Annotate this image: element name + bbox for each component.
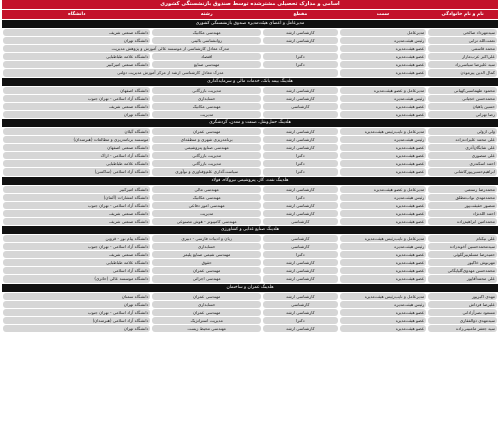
table-row [2,111,498,118]
cell-degree: کارشناسی ارشد [263,144,338,151]
cell-name: ولی اژولی [428,128,497,135]
cell-position: عضو هیئت‌مدیره [340,160,427,167]
cell-degree: کارشناسی ارشد [263,186,338,193]
cell-field: مهندسی شیمی صنایع پلیمر [152,251,261,258]
cell-name: منصور حقیقت‌پور [428,202,497,209]
cell-position: عضو هیئت‌مدیره [340,267,427,274]
section-heading: هلدینگ نفت، گاز، پتروشیمی نیروگاه، فولاد [2,177,498,185]
cell-field: مهندسی مکانیک [152,103,261,110]
cell-field: مدیریت [152,210,261,217]
cell-position: عضو هیئت‌مدیره [340,309,427,316]
sheet-title: اسامی و مدارک تحصیلی مشترشده توسط صندوق بازنشستگی کشوری [2,0,498,9]
cell-university: دانشگاه صنعتی شریف [3,210,150,217]
cell-degree: کارشناسی [263,243,338,250]
cell-degree: کارشناسی ارشد [263,267,338,274]
cell-university: دانشگاه علامه طباطبایی [3,160,150,167]
header-degree: مقطع [293,12,308,17]
section-heading: هلدینگ بیمه بانک، خدمات مالی و سرمایه‌گذاری [2,78,498,86]
cell-degree: کارشناسی ارشد [263,259,338,266]
cell-name: رضا تهرانی [428,111,497,118]
cell-name: علی نیکنام [428,235,497,242]
cell-field: مهندسی صنایع [152,61,261,68]
cell-university: دانشگاه آزاد اسلامی - تهران جنوب [3,95,150,102]
cell-degree: کارشناسی ارشد [263,309,338,316]
cell-name: علی‌اکبر عرب‌مازار [428,53,497,60]
cell-field: مهندسی کامپیوتر - هوش مصنوعی [152,218,261,225]
cell-field: مهندسی صنایع پتروشیمی [152,144,261,151]
cell-university: دانشگاه آزاد اسلامی (هنرمندان) [3,317,150,324]
cell-position: عضو هیئت‌مدیره [340,69,427,76]
cell-position: رئیس هیئت‌مدیره [340,95,427,102]
cell-field: سیاست‌گذاری علم‌وفناوری و نوآوری [152,168,261,175]
cell-name: محمد قاسمی [428,45,497,52]
cell-field: مهندسی محیط زیست [152,325,261,332]
cell-position: عضو هیئت‌مدیره [340,251,427,258]
cell-field: مدیریت استراتژیک [152,317,261,324]
cell-position: عضو هیئت‌مدیره [340,103,427,110]
cell-name: علی محمد علیزاده‌زاده [428,136,497,143]
cell-degree: دکترا [263,317,338,324]
cell-degree: دکترا [263,168,338,175]
cell-name: سیدمهرداد صالحی [428,29,497,36]
cell-university: دانشگاه آزاد اسلامی - تهران جنوب [3,243,150,250]
section-heading: مدیرعامل و اعضای هیئت‌مدیره صندوق بازنشستگی کشوری [2,20,498,28]
table-row [2,210,498,217]
cell-position: مدیرعامل و عضو هیئت‌مدیره [340,87,427,94]
cell-position: عضو هیئت‌مدیره [340,210,427,217]
column-header-row [2,10,498,19]
header-university: دانشگاه [67,12,86,17]
cell-name: محمدرضا رستمی [428,186,497,193]
cell-university: دانشگاه تهران [3,111,150,118]
table-row [2,317,498,324]
table-row [2,309,498,316]
cell-name: محمدامین ابراهیم‌زاده [428,218,497,225]
cell-position: عضو هیئت‌مدیره [340,45,427,52]
cell-degree: دکترا [263,61,338,68]
cell-university: دانشگاه صنعتی اصفهان [3,144,150,151]
table-row [2,301,498,308]
cell-name: سیدمهدی ذوالفقاری [428,317,497,324]
cell-field: مهندسی امور دفاعی [152,202,261,209]
table-row [2,194,498,201]
cell-position: عضو هیئت‌مدیره [340,144,427,151]
cell-degree: دکترا [263,53,338,60]
cell-degree: کارشناسی ارشد [263,29,338,36]
cell-degree: کارشناسی [263,218,338,225]
cell-field: مهندسی عمران [152,293,261,300]
cell-university: دانشگاه صنعتی شریف [3,218,150,225]
table-row [2,87,498,94]
cell-position: رئیس هیئت‌مدیره [340,301,427,308]
cell-field: مهندسی مکانیک [152,194,261,201]
cell-position: مدیرعامل و نایب‌رئیس هیئت‌مدیره [340,235,427,242]
cell-position: رئیس هیئت‌مدیره [340,136,427,143]
table-body [2,20,498,332]
table-row [2,160,498,167]
cell-degree: دکترا [263,160,338,167]
cell-field: حسابداری [152,243,261,250]
cell-degree: کارشناسی ارشد [263,325,338,332]
cell-name: محمدمهدی نواب‌مطلق [428,194,497,201]
cell-name: علی محمدآقاپور [428,275,497,282]
cell-university: دانشگاه آزاد اسلامی - تهران جنوب [3,309,150,316]
cell-degree: کارشناسی ارشد [263,95,338,102]
cell-university: دانشگاه صنعتی امیرکبیر [3,61,150,68]
table-row [2,144,498,151]
cell-field: مدیریت بازرگانی [152,87,261,94]
cell-position: رئیس هیئت‌مدیره [340,243,427,250]
cell-position: عضو هیئت‌مدیره [340,152,427,159]
cell-field: مهندسی عمران [152,267,261,274]
cell-field: مدیریت بازرگانی [152,152,261,159]
cell-name: ابراهیم‌حسین‌پور‌کاشانی [428,168,497,175]
cell-field: مهندسی عمران [152,309,261,316]
table-row [2,53,498,60]
table-row [2,61,498,68]
table-row [2,152,498,159]
cell-position: عضو هیئت‌مدیره [340,202,427,209]
cell-position: رئیس هیئت‌مدیره [340,194,427,201]
cell-university: دانشگاه علامه طباطبایی [3,259,150,266]
table-row [2,186,498,193]
cell-name: حمیدرضا مسلم‌بیرگلوئی [428,251,497,258]
cell-university: دانشگاه صنعتی شریف [3,251,150,258]
table-row [2,325,498,332]
table-row [2,69,498,76]
cell-field: زبان و ادبیات فارسی - دبیری [152,235,261,242]
cell-degree: کارشناسی ارشد [263,136,338,143]
cell-university: دانشگاه سمنان [3,293,150,300]
section-heading: هلدینگ صنایع غذایی و کشاورزی [2,226,498,234]
cell-position: مدیرعامل [340,29,427,36]
cell-university: دانشگاه تهران [3,301,150,308]
cell-position: عضو هیئت‌مدیره [340,111,427,118]
cell-degree: کارشناسی [263,235,338,242]
table-row [2,218,498,225]
cell-name: علیرضا فرداش [428,301,497,308]
cell-position: عضو هیئت‌مدیره [340,61,427,68]
cell-university: دانشگاه امیرکبیر [3,186,150,193]
table-row [2,275,498,282]
table-row [2,267,498,274]
cell-position: عضو هیئت‌مدیره [340,53,427,60]
cell-name: محمدحسن خجیانی [428,95,497,102]
cell-university: دانشگاه پیام نور - قزوین [3,235,150,242]
cell-university: دانشگاه صنعتی شریف [3,29,150,36]
cell-name: مسعود نصرآزادانی [428,309,497,316]
table-row [2,29,498,36]
cell-name: احمد اسکندری [428,160,497,167]
cell-name: محمود طهماسبی‌کهیانی [428,87,497,94]
cell-field: اقتصاد [152,53,261,60]
cell-name: حسین یاهیان [428,103,497,110]
cell-position: عضو هیئت‌مدیره [340,168,427,175]
cell-position: مدیرعامل و نایب‌رئیس هیئت‌مدیره [340,293,427,300]
cell-university: دانشگاه آزاد اسلامی [3,267,150,274]
table-row [2,202,498,209]
cell-university: دانشگاه موسسه عالی (حائری) [3,275,150,282]
cell-name: محمدحسن مهدوی‌گلپایگانی [428,267,497,274]
cell-university: دانشگاه آزاد اسلامی - اراک [3,152,150,159]
cell-field: مهندسی مالی [152,186,261,193]
cell-degree: کارشناسی ارشد [263,87,338,94]
credentials-sheet [2,0,498,437]
cell-degree: دکترا [263,251,338,258]
cell-university: دانشگاه انتشارات (آلمان) [3,194,150,201]
table-row [2,37,498,44]
cell-degree: کارشناسی ارشد [263,202,338,209]
cell-position: عضو هیئت‌مدیره [340,259,427,266]
cell-degree: کارشناسی [263,301,338,308]
cell-university: دانشگاه گیلان [3,128,150,135]
cell-degree: کارشناسی ارشد [263,275,338,282]
cell-university: دانشگاه اصفهان [3,87,150,94]
cell-degree: کارشناسی ارشد [263,210,338,217]
cell-field: برنامه‌ریزی شهری و منطقه‌ای [152,136,261,143]
section-heading: هلدینگ عمران و ساختمان [2,284,498,292]
cell-degree: کارشناسی ارشد [263,293,338,300]
cell-position: رئیس هیئت‌مدیره [340,37,427,44]
header-position: سمت [376,12,390,17]
table-row [2,136,498,143]
cell-degree: دکترا [263,152,338,159]
cell-university: دانشگاه تهران [3,37,150,44]
table-row [2,243,498,250]
cell-field: مدیریت بازرگانی [152,160,261,167]
cell-university: دانشگاه تهران [3,325,150,332]
cell-name: علی منصوری [428,152,497,159]
cell-name: سید جعفر مامبینی‌زاده [428,325,497,332]
cell-name: سید علیرضا سیاسی‌راد [428,61,497,68]
cell-name: نعمت‌الله ترابی [428,37,497,44]
table-row [2,168,498,175]
cell-name: سیدمحمدحسین آخوندزاده [428,243,497,250]
header-name: نام و نام خانوادگی [441,12,484,17]
table-row [2,128,498,135]
cell-field: مهندسی اجرائی [152,275,261,282]
cell-degree: کارشناسی [263,103,338,110]
cell-degree: مدرک معادل کارشناسی ارشد از مرکز آموزش مدیریت دولتی [3,69,338,76]
cell-name: کمال الدین پیرموذن [428,69,497,76]
section-heading: هلدینگ حمل‌ونقل، صنعت و معدن، گردشگری [2,119,498,127]
cell-position: مدیرعامل و نایب‌رئیس هیئت‌مدیره [340,128,427,135]
cell-university: دانشگاه آزاد اسلامی (ساکسن) [3,168,150,175]
cell-degree [263,111,338,118]
cell-field: مهندسی مکانیک [152,29,261,36]
cell-position: عضو هیئت‌مدیره [340,218,427,225]
cell-field: حقوق [152,259,261,266]
cell-field: مهندسی عمران [152,128,261,135]
cell-field: حسابداری [152,95,261,102]
table-row [2,95,498,102]
table-row [2,259,498,266]
table-row [2,103,498,110]
cell-degree: کارشناسی ارشد [263,37,338,44]
table-row [2,251,498,258]
cell-degree: مدرک معادل کارشناسی از موسسه عالی آموزش و پژوهش مدیریت [3,45,338,52]
cell-name: مهرنوش خاکپور [428,259,497,266]
cell-name: احمد الله‌نژاد [428,210,497,217]
table-row [2,293,498,300]
cell-name: علی شایگان‌آذری [428,144,497,151]
cell-position: عضو هیئت‌مدیره [340,317,427,324]
table-row [2,45,498,52]
cell-name: مهدی اکبرپور [428,293,497,300]
cell-field: مدیریت [152,111,261,118]
cell-university: دانشگاه آزاد اسلامی - تهران جنوب [3,202,150,209]
table-row [2,235,498,242]
cell-university: موسسه برنامه‌ریزی و مطالعات (هنرمندان) [3,136,150,143]
cell-degree: کارشناسی ارشد [263,128,338,135]
cell-position: عضو هیئت‌مدیره [340,275,427,282]
cell-field: روانشناسی بالینی [152,37,261,44]
cell-position: عضو هیئت‌مدیره [340,325,427,332]
cell-field: حسابداری [152,301,261,308]
header-field: رشته [200,12,213,17]
cell-position: مدیرعامل و عضو هیئت‌مدیره [340,186,427,193]
cell-university: دانشگاه علامه طباطبایی [3,53,150,60]
cell-degree: دکترا [263,194,338,201]
cell-university: دانشگاه صنعتی شریف [3,103,150,110]
